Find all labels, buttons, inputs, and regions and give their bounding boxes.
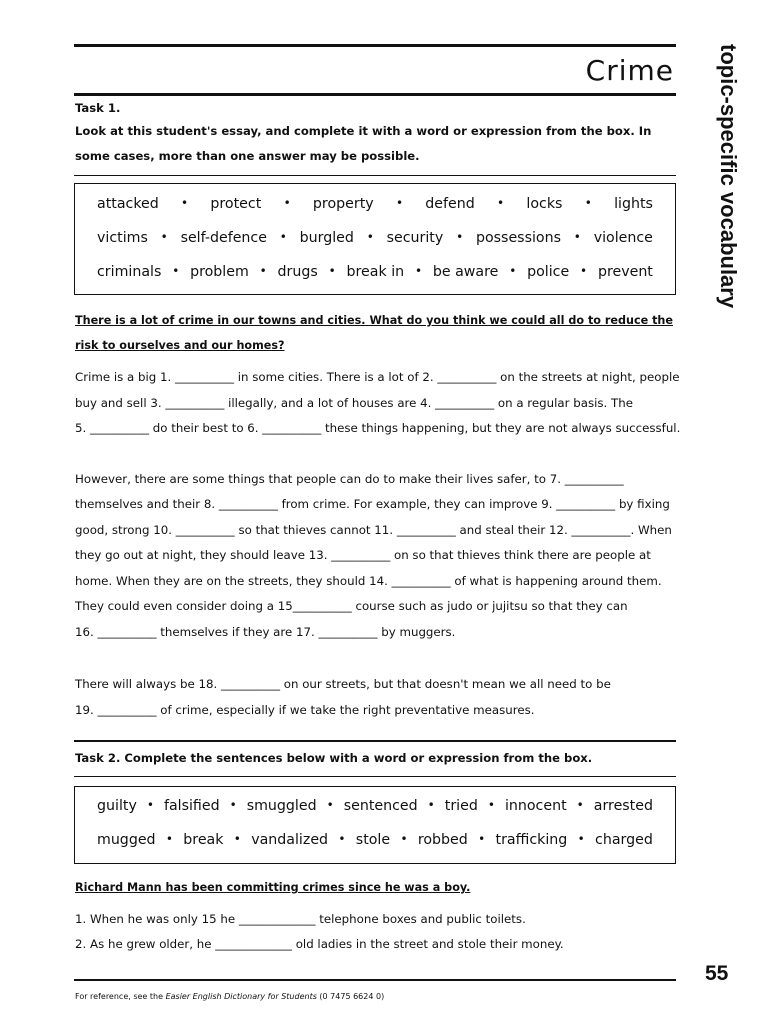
task1-heading: Task 1.	[75, 101, 121, 115]
box-word: charged	[595, 832, 653, 848]
bullet-separator: •	[584, 196, 592, 210]
page-title: Crime	[585, 54, 674, 87]
box-word: smuggled	[246, 798, 317, 814]
bullet-separator: •	[172, 264, 180, 278]
box-word: drugs	[277, 264, 318, 280]
box-word: self-defence	[180, 230, 267, 246]
box-word: sentenced	[343, 798, 418, 814]
task1-word-box	[74, 183, 676, 295]
box-word: falsified	[163, 798, 220, 814]
bullet-separator: •	[573, 230, 581, 244]
footer-rule	[74, 979, 676, 981]
task1-essay-line: Crime is a big 1. __________ in some cities. There is a lot of 2. __________ on the streets at night, people	[75, 370, 680, 384]
box-word: break in	[346, 264, 405, 280]
box-word: mugged	[97, 832, 156, 848]
bullet-separator: •	[279, 230, 287, 244]
title-underline	[74, 93, 676, 96]
task1-box-row-1	[97, 196, 653, 212]
bullet-separator: •	[165, 832, 173, 846]
top-rule	[74, 44, 676, 47]
box-word: stole	[355, 832, 391, 848]
task2-box-row-1	[97, 798, 653, 814]
task1-essay-line: 16. __________ themselves if they are 17. __________ by muggers.	[75, 625, 456, 639]
box-word: vandalized	[251, 832, 329, 848]
bullet-separator: •	[146, 798, 154, 812]
task1-instruction: Look at this student's essay, and complete it with a word or expression from the box. In some cases, more than one answer may be possible.	[75, 124, 652, 163]
bullet-separator: •	[400, 832, 408, 846]
bullet-separator: •	[326, 798, 334, 812]
bullet-separator: •	[338, 832, 346, 846]
task1-essay-line: themselves and their 8. __________ from crime. For example, they can improve 9. __________ by fixing	[75, 497, 670, 511]
box-word: tried	[444, 798, 478, 814]
task1-box-row-2	[97, 230, 653, 246]
bullet-separator: •	[414, 264, 423, 278]
task1-essay-line: They could even consider doing a 15__________ course such as judo or jujitsu so that they can	[75, 599, 628, 613]
bullet-separator: •	[509, 264, 517, 278]
task1-essay-line: 5. __________ do their best to 6. __________ these things happening, but they are not always successful.	[75, 421, 681, 435]
box-word: possessions	[475, 230, 561, 246]
task1-divider	[74, 175, 676, 176]
footer-reference: For reference, see the Easier English Dictionary for Students (0 7475 6624 0)	[75, 992, 385, 1001]
box-word: break	[183, 832, 224, 848]
task1-essay-line: There will always be 18. __________ on our streets, but that doesn't mean we all need to be	[75, 677, 611, 691]
box-word: locks	[526, 196, 563, 212]
box-word: violence	[593, 230, 653, 246]
task1-prompt: There is a lot of crime in our towns and cities. What do you think we could all do to reduce the risk to ourselves and our homes?	[75, 314, 673, 352]
box-word: lights	[614, 196, 653, 212]
box-word: attacked	[97, 196, 159, 212]
bullet-separator: •	[366, 230, 374, 244]
box-word: victims	[97, 230, 148, 246]
box-word: defend	[425, 196, 475, 212]
box-word: property	[312, 196, 374, 212]
task1-essay-line: 19. __________ of crime, especially if we take the right preventative measures.	[75, 703, 535, 717]
task1-essay-line: However, there are some things that people can do to make their lives safer, to 7. __________	[75, 472, 624, 486]
task2-heading: Task 2. Complete the sentences below with a word or expression from the box.	[75, 751, 593, 765]
box-word: police	[527, 264, 570, 280]
box-word: arrested	[593, 798, 653, 814]
box-word: robbed	[417, 832, 468, 848]
bullet-separator: •	[456, 230, 464, 244]
task1-essay-line: buy and sell 3. __________ illegally, and a lot of houses are 4. __________ on a regular basis. The	[75, 396, 633, 410]
bullet-separator: •	[478, 832, 486, 846]
bullet-separator: •	[229, 798, 237, 812]
task2-top-rule	[74, 740, 676, 742]
box-word: problem	[190, 264, 249, 280]
bullet-separator: •	[328, 264, 336, 278]
task1-essay-line: good, strong 10. __________ so that thieves cannot 11. __________ and steal their 12. __________. When	[75, 523, 672, 537]
box-word: burgled	[299, 230, 354, 246]
task1-essay-line: they go out at night, they should leave 13. __________ on so that thieves think there are people at	[75, 548, 651, 562]
bullet-separator: •	[487, 798, 495, 812]
bullet-separator: •	[497, 196, 505, 210]
bullet-separator: •	[580, 264, 588, 278]
task2-divider	[74, 776, 676, 777]
footer-dictionary-title: Easier English Dictionary for Students	[165, 992, 317, 1001]
page-number: 55	[705, 962, 729, 985]
bullet-separator: •	[395, 196, 404, 210]
bullet-separator: •	[427, 798, 435, 812]
bullet-separator: •	[233, 832, 241, 846]
task2-sentence: 2. As he grew older, he _____________ old ladies in the street and stole their money.	[75, 937, 564, 951]
bullet-separator: •	[576, 798, 584, 812]
bullet-separator: •	[259, 264, 267, 278]
task1-essay-line: home. When they are on the streets, they should 14. __________ of what is happening around them.	[75, 574, 662, 588]
box-word: criminals	[97, 264, 162, 280]
task2-box-row-2	[97, 832, 653, 848]
task2-prompt: Richard Mann has been committing crimes since he was a boy.	[75, 881, 471, 894]
box-word: be aware	[432, 264, 499, 280]
bullet-separator: •	[283, 196, 291, 210]
bullet-separator: •	[160, 230, 168, 244]
box-word: security	[386, 230, 444, 246]
task2-sentence: 1. When he was only 15 he _____________ telephone boxes and public toilets.	[75, 912, 526, 926]
box-word: guilty	[97, 798, 137, 814]
box-word: prevent	[597, 264, 653, 280]
bullet-separator: •	[181, 196, 189, 210]
task2-word-box	[74, 786, 676, 864]
box-word: protect	[210, 196, 262, 212]
side-section-label: topic-specific vocabulary	[716, 44, 741, 309]
box-word: innocent	[504, 798, 567, 814]
task1-box-row-3	[97, 264, 653, 280]
bullet-separator: •	[577, 832, 585, 846]
box-word: trafficking	[495, 832, 568, 848]
